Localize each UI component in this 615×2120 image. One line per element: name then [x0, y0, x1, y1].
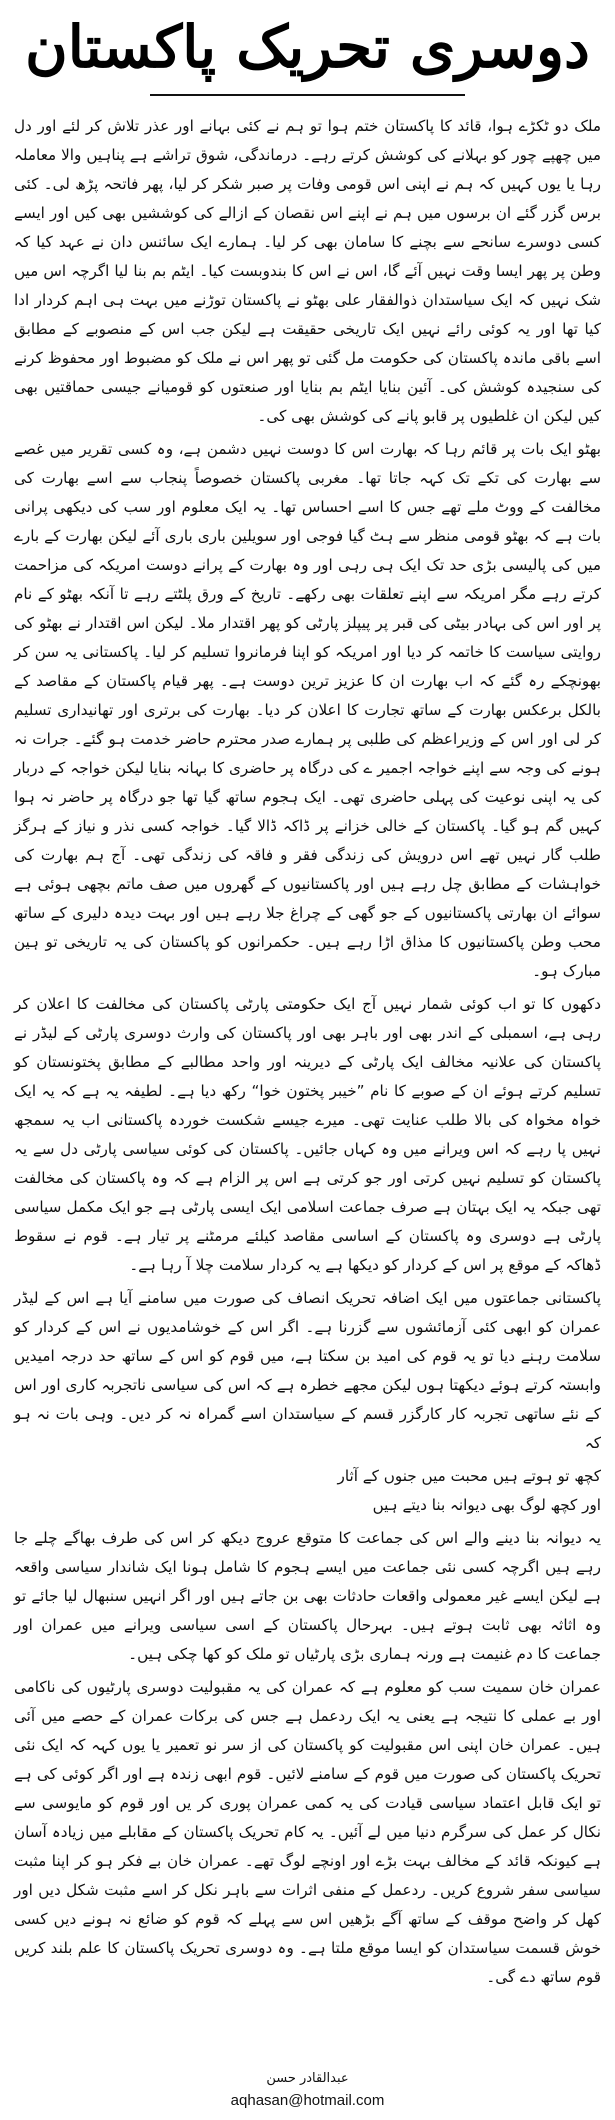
- paragraph-4: پاکستانی جماعتوں میں ایک اضافہ تحریک انصاف کی صورت میں سامنے آیا ہے اس کے لیڈر عمران کو ابھی کئی آزمائشوں سے گزرنا ہے۔ اگر اس کے خوشامدیوں نے اس کے کردار کو سلامت رہنے دیا تو یہ قوم کی امید بن سکتا ہے، میں قوم کو اس کے ساتھ حد درجہ امیدیں وابستہ کرتے ہوئے دیکھتا ہوں لیکن مجھے خطرہ ہے کہ اس کی سیاسی ناتجربہ کاری اور اس کے نئے ساتھی تجربہ کار کارگزر قسم کے سیاستدان اسے گمراہ نہ کر دیں۔ وہی بات نہ ہو کہ: [14, 1289, 601, 1452]
- paragraph-5: یہ دیوانہ بنا دینے والے اس کی جماعت کا متوقع عروج دیکھ کر اس کی طرف بھاگے چلے جا رہے ہیں اگرچہ کسی نئی جماعت میں ایسے ہجوم کا شامل ہونا ایک شاندار سیاسی واقعہ ہے لیکن ایسے غیر معمولی واقعات حادثات بھی بن جاتے ہیں اور اگر انہیں سنبھال لیا جائے تو وہ اثاثہ بھی ثابت ہوتے ہیں۔ بہرحال پاکستان کے اسی سیاسی ویرانے میں عمران اور جماعت کا دم غنیمت ہے ورنہ ہماری بڑی پارٹیاں تو ملک کو کھا چکی ہیں۔: [14, 1529, 601, 1663]
- author-name: عبدالقادر حسن: [266, 2071, 349, 2086]
- verse-line-1: کچھ تو ہوتے ہیں محبت میں جنوں کے آثار: [337, 1467, 601, 1485]
- paragraph-3: دکھوں کا تو اب کوئی شمار نہیں آج ایک حکومتی پارٹی پاکستان کی مخالفت کا اعلان کر رہی ہے، اسمبلی کے اندر بھی اور باہر بھی اور پاکستان کی وارث دوسری پارٹی کے لیڈر نے پاکستان کی علانیہ مخالف ایک پارٹی کے دیرینہ اور واحد مطالبے کے مطابق پختونستان کو تسلیم کرتے ہوئے ان کے صوبے کا نام ”خیبر پختون خوا“ رکھ دیا ہے۔ لطیفہ یہ ہے کہ یہ ایک خواہ مخواہ کی بالا طلب عنایت تھی۔ میرے جیسے شکست خوردہ پاکستانی اب یہ سمجھ نہیں پا رہے کہ اس ویرانے میں وہ کہاں جائیں۔ پاکستان کی کوئی سیاسی پارٹی دل سے یہ پاکستان کو تسلیم نہیں کرتی اور جو کرتی ہے اس پر الزام ہے کہ وہ پاکستان کی مخالفت تھی جبکہ یہ ایک بہتان ہے صرف جماعت اسلامی ایک ایسی پارٹی ہے جو ایک مکمل سیاسی پارٹی ہے دوسری وہ پاکستان کے اساسی مقاصد کیلئے مرمٹنے پر تیار ہے۔ قوم نے سقوط ڈھاکہ کے موقع پر اس کے کردار کو دیکھا ہے یہ کردار سلامت چلا آ رہا ہے۔: [14, 995, 601, 1274]
- column-body: [14, 112, 601, 1996]
- paragraph-1: ملک دو ٹکڑے ہوا، قائد کا پاکستان ختم ہوا تو ہم نے کئی بہانے اور عذر تلاش کر لئے اور دل میں چھپے چور کو بہلانے کی کوشش کرتے رہے۔ درماندگی، شوق تراشے ہے پناہیں والا معاملہ رہا یا یوں کہیں کہ ہم نے اپنی اس قومی وفات پر صبر شکر کر لیا، پھر فاتحہ پڑھ لی۔ کئی برس گزر گئے ان برسوں میں ہم نے اپنے اس نقصان کے ازالے کی کوششیں بھی کیں اور ایسے کسی دوسرے سانحے سے بچنے کا سامان بھی کر لیا۔ ہمارے ایک سائنس دان نے عہد کیا کہ وطن پر پھر ایسا وقت نہیں آئے گا، اس نے اس کا بندوبست کیا۔ ایٹم بم بنا لیا اگرچہ اس میں شک نہیں کہ ایک سیاستدان ذوالفقار علی بھٹو نے پاکستان توڑنے میں بہت ہی اہم کردار ادا کیا تھا اور یہ کوئی رائے نہیں ایک تاریخی حقیقت ہے لیکن جب اس کے منصوبے کے مطابق اسے باقی ماندہ پاکستان کی حکومت مل گئی تو پھر اس نے ملک کو مضبوط اور محفوظ کرنے کی سنجیدہ کوشش کی۔ آئین بنایا ایٹم بم بنایا اور صنعتوں کو قومیانے جیسی حماقتیں بھی کیں لیکن ان غلطیوں پر قابو پانے کی کوشش بھی کی۔: [14, 117, 601, 425]
- author-email: aqhasan@hotmail.com: [230, 2092, 385, 2109]
- column-title: دوسری تحریک پاکستان: [25, 13, 590, 81]
- title-underline: [150, 94, 465, 96]
- verse-line-2: اور کچھ لوگ بھی دیوانہ بنا دیتے ہیں: [372, 1496, 601, 1514]
- paragraph-2: بھٹو ایک بات پر قائم رہا کہ بھارت اس کا دوست نہیں دشمن ہے، وہ کسی تقریر میں غصے سے بھارت کی تکے تک کہہ جاتا تھا۔ مغربی پاکستان خصوصاً پنجاب سے اسے بھارت کی مخالفت کے ووٹ ملے تھے جس کا اسے احساس تھا۔ یہ ایک معلوم اور سب کی دیکھی پرانی بات ہے کہ بھٹو قومی منظر سے ہٹ گیا فوجی اور سویلین باری باری آئے لیکن بھارت کے بارے میں کی پالیسی بڑی حد تک ایک ہی رہی اور وہ بھارت کے پرانے دوست امریکہ کی مزاحمت کرتے رہے مگر امریکہ سے اپنے تعلقات بھی رکھے۔ تاریخ کے ورق پلٹتے رہے تا آنکہ بھٹو کے نام پر اور اس کی بہادر بیٹی کی قبر پر پیپلز پارٹی کو پھر اقتدار ملا۔ لیکن اس اقتدار نے بھٹو کی روایتی سیاست کا خاتمہ کر دیا اور امریکہ کو اپنا فرمانروا تسلیم کر لیا۔ پاکستانی یہ سن کر بھونچکے رہ گئے کہ اب بھارت ان کا عزیز ترین دوست ہے۔ پھر قیام پاکستان کے مقاصد کے بالکل برعکس بھارت کے ساتھ تجارت کا اعلان کر دیا۔ بھارت کی برتری اور تھانیداری تسلیم کر لی اور اس کے وزیراعظم کی طلبی پر ہمارے صدر محترم حاضر خدمت ہو گئے۔ جرات نہ ہونے کی وجہ سے اپنے خواجہ اجمیر ے کی درگاہ پر حاضری کا بہانہ بنایا لیکن خواجہ کے دربار کی یہ اپنی نوعیت کی پہلی حاضری تھی۔ ایک ہجوم ساتھ گیا تھا جو درگاہ پر حاضر نہ ہوا کہیں گم ہو گیا۔ پاکستان کے خالی خزانے پر ڈاکہ ڈالا گیا۔ خواجہ کسی نذر و نیاز کے ہرگز طلب گار نہیں تھے اس درویش کی زندگی فقر و فاقہ کی زندگی تھی۔ آج ہم بھارت کی خواہشات کے مطابق چل رہے ہیں اور پاکستانیوں کے گھروں میں صف ماتم بچھی ہوئی ہے سوائے ان بھارتی پاکستانیوں کے جو گھی کے چراغ جلا رہے ہیں اور بہت دیدہ دلیری کے ساتھ محب وطن پاکستانیوں کا مذاق اڑا رہے ہیں۔ حکمرانوں کو پاکستان کی یہ تاریخی تو ہین مبارک ہو۔: [14, 440, 602, 980]
- paragraph-6: عمران خان سمیت سب کو معلوم ہے کہ عمران کی یہ مقبولیت دوسری پارٹیوں کی ناکامی اور بے عملی کا نتیجہ ہے یعنی یہ ایک ردعمل ہے جس کی برکات عمران کے حصے میں آئی ہیں۔ عمران خان اپنی اس مقبولیت کو پاکستان کی از سر نو تعمیر یا یوں کہہ کہ ایک نئی تحریک پاکستان کی صورت میں قوم کے سامنے لائیں۔ قوم ابھی زندہ ہے اور اگر کوئی کی ہے تو ایک قابل اعتماد سیاسی قیادت کی یہ کمی عمران پوری کر یں اور قوم کو مایوسی سے نکال کر عمل کی سرگرم دنیا میں لے آئیں۔ یہ کام تحریک پاکستان کے مقابلے میں زیادہ آسان ہے کیونکہ قائد کے مخالف بہت بڑے اور اونچے لوگ تھے۔ عمران خان بے فکر ہو کر اپنا مثبت سیاسی سفر شروع کریں۔ ردعمل کے منفی اثرات سے باہر نکل کر اسے مثبت شکل دیں اور کھل کر واضح موقف کے ساتھ آگے بڑھیں اس سے پہلے کہ قوم کو ضائع نہ ہونے دیں کسی خوش قسمت سیاستدان کو ایسا موقع ملتا ہے۔ وہ دوسری تحریک پاکستان کا علم بلند کریں قوم ساتھ دے گی۔: [14, 1678, 601, 1986]
